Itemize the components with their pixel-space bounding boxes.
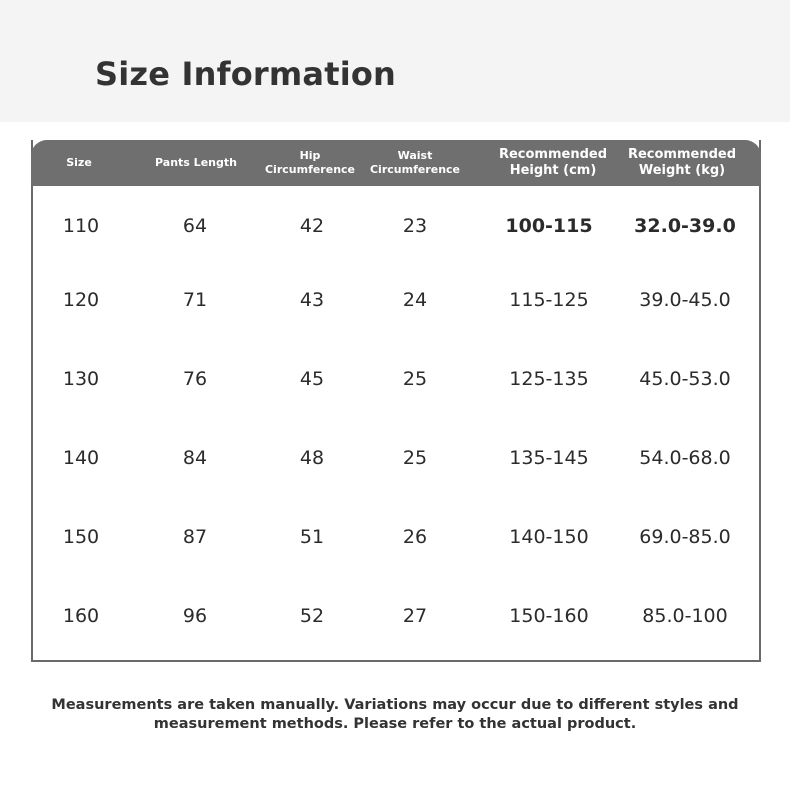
table-row	[33, 260, 763, 339]
cell-weight: 69.0-85.0	[639, 525, 731, 548]
header-height: Recommended Height (cm)	[498, 146, 608, 178]
cell-waist: 25	[402, 367, 428, 390]
cell-size: 150	[62, 525, 100, 548]
size-table	[31, 140, 761, 662]
cell-height: 100-115	[505, 214, 593, 237]
cell-size: 140	[62, 446, 100, 469]
cell-height: 140-150	[509, 525, 589, 548]
table-row	[33, 339, 763, 418]
cell-size: 120	[62, 288, 100, 311]
cell-hip: 48	[299, 446, 325, 469]
cell-waist: 27	[402, 604, 428, 627]
table-row	[33, 418, 763, 497]
cell-height: 125-135	[509, 367, 589, 390]
measurement-note: Measurements are taken manually. Variations may occur due to different styles and measurement methods. Please refer to the actual product.	[51, 697, 739, 732]
cell-height: 135-145	[509, 446, 589, 469]
cell-size: 160	[62, 604, 100, 627]
header-hip: Hip Circumference	[264, 149, 356, 176]
cell-size: 110	[62, 214, 100, 237]
cell-waist: 25	[402, 446, 428, 469]
cell-hip: 52	[299, 604, 325, 627]
cell-weight: 45.0-53.0	[639, 367, 731, 390]
cell-pants-length: 76	[182, 367, 208, 390]
cell-height: 150-160	[509, 604, 589, 627]
table-header	[31, 140, 761, 186]
cell-hip: 45	[299, 367, 325, 390]
cell-pants-length: 71	[182, 288, 208, 311]
cell-weight: 39.0-45.0	[639, 288, 731, 311]
header-waist: Waist Circumference	[369, 149, 461, 176]
cell-pants-length: 96	[182, 604, 208, 627]
cell-hip: 43	[299, 288, 325, 311]
cell-waist: 26	[402, 525, 428, 548]
cell-hip: 42	[299, 214, 325, 237]
cell-waist: 24	[402, 288, 428, 311]
page-title: Size Information	[95, 55, 397, 93]
table-row	[33, 576, 763, 655]
cell-hip: 51	[299, 525, 325, 548]
cell-pants-length: 87	[182, 525, 208, 548]
cell-weight: 32.0-39.0	[634, 214, 736, 237]
cell-waist: 23	[402, 214, 428, 237]
cell-pants-length: 84	[182, 446, 208, 469]
cell-pants-length: 64	[182, 214, 208, 237]
header-weight: Recommended Weight (kg)	[627, 146, 737, 178]
header-size: Size	[66, 156, 92, 170]
cell-weight: 54.0-68.0	[639, 446, 731, 469]
header-pants-length: Pants Length	[155, 156, 237, 170]
table-row	[33, 497, 763, 576]
cell-size: 130	[62, 367, 100, 390]
cell-weight: 85.0-100	[642, 604, 728, 627]
cell-height: 115-125	[509, 288, 589, 311]
table-row	[33, 186, 763, 265]
